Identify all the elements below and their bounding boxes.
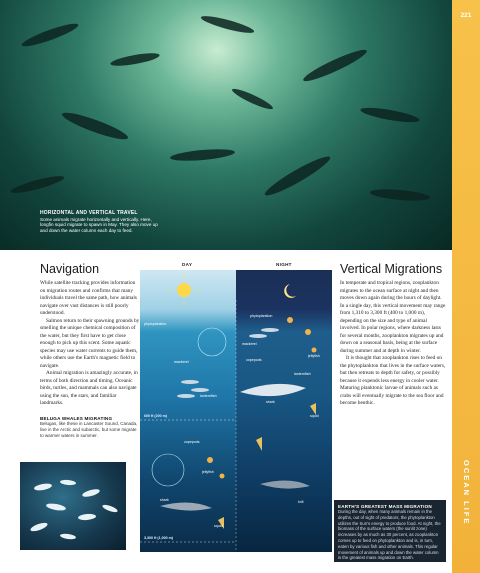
- diagram-label: lanternfish: [200, 394, 217, 398]
- moon-icon: [284, 284, 296, 298]
- vertical-column: [340, 262, 446, 408]
- mass-migration-title: EARTH'S GREATEST MASS MIGRATION: [338, 504, 432, 509]
- beluga-caption-body: Belugas, like these in Lancaster Sound, Canada, live in the Arctic and subarctic, but some migrate to warmer waters in summer.: [40, 420, 138, 438]
- navigation-heading: Navigation: [40, 262, 100, 276]
- vertical-heading: Vertical Migrations: [340, 262, 443, 276]
- section-tab: [452, 0, 480, 573]
- navigation-column: [40, 262, 140, 439]
- vertical-paragraph: It is thought that zooplankton rises to feed on the phytoplankton that lives in the surface waters, but then retreats to depth for safety, or possibly because it expends less energy in cooler water. Maturing planktonic larvae of animals such as crabs will eventually migrate to the sea floor and become benthic.: [340, 355, 446, 407]
- night-shark-icon: [240, 384, 306, 396]
- migration-diagram: [140, 262, 332, 552]
- squid-photo: [0, 0, 452, 250]
- navigation-paragraph: Animal migration is amazingly accurate, in terms of both direction and timing. Oceanic birds, turtles, and mammals can also navigate using the sun, the stars, and familiar landmarks.: [40, 370, 138, 407]
- sun-icon: [177, 283, 191, 297]
- jellyfish-icon: [207, 457, 225, 479]
- shark-icon: [160, 502, 212, 510]
- photo-caption-title: HORIZONTAL AND VERTICAL TRAVEL: [40, 210, 138, 216]
- day-label: DAY: [182, 262, 193, 267]
- diagram-label: jellyfish: [202, 470, 214, 474]
- diagram-label: phytoplankton: [250, 314, 273, 318]
- diagram-label: phytoplankton: [144, 322, 167, 326]
- navigation-paragraph: Salmon return to their spawning grounds by smelling the unique chemical composition of the water, but they first have to get close enough to pick up this scent. Some aquatic species may use water currents to guide them, while others use the Earth's magnetic field to navigate.: [40, 317, 140, 369]
- diagram-label: lanternfish: [294, 372, 311, 376]
- diagram-label: copepods: [184, 440, 200, 444]
- night-mackerel-icon: [249, 328, 279, 338]
- navigation-paragraph: While satellite tracking provides information on migration routes and confirms that many individuals travel the same path, how animals navigate over vast distances is still poorly understood.: [40, 280, 137, 317]
- diagram-label: shark: [266, 400, 275, 404]
- diagram-label: squid: [310, 414, 319, 418]
- depth-label-3300: 3,300 ft (1,000 m): [144, 536, 173, 540]
- vertical-paragraph: In temperate and tropical regions, zooplankton migrates to the ocean surface at night and then moves down again during the hours of daylight. In a single day, this vertical movement may range from 1,310 to 3,300 ft (400 to 1,000 m), depending on the size and type of animal involved. In polar regions, where darkness lasts for several months, zooplankton migrates up and down on a seasonal basis, being at the surface during summer and at depth in winter.: [340, 280, 446, 354]
- depth-label-600: 600 ft (200 m): [144, 414, 167, 418]
- page-number: 221: [460, 12, 472, 19]
- section-label: OCEAN LIFE: [462, 460, 471, 526]
- diagram-label: mackerel: [174, 360, 189, 364]
- night-squid-deep-icon: [256, 437, 262, 451]
- diagram-label: copepods: [246, 358, 262, 362]
- photo-caption-body: Some animals migrate horizontally and vertically. Here, longfin squid migrate to spawn in May. They also move up and down the water column each day to feed.: [40, 216, 158, 234]
- diagram-label: squid: [214, 524, 223, 528]
- diagram-label: shark: [160, 498, 169, 502]
- night-deep-fish-icon: [260, 480, 310, 488]
- beluga-caption-title: BELUGA WHALES MIGRATING: [40, 415, 113, 421]
- phytoplankton-magnifier-icon: [198, 328, 226, 356]
- diagram-label: mackerel: [242, 342, 257, 346]
- diagram-illustration: [140, 270, 332, 552]
- mass-migration-body: During the day, when many animals remain in the depths, out of sight of predators, the phytoplankton utilizes the Sun's energy to produce food. At night, the biomass of the surface waters (the sunlit zone) increases by as much as 30 percent, as zooplankton comes up to feed on phytoplankton and is, in turn, eaten by various fish and other animals. This regular movement of animals up and down the water column is the greatest mass migration on Earth.: [338, 509, 441, 561]
- copepod-magnifier-icon: [152, 454, 184, 486]
- diagram-label: jellyfish: [308, 354, 320, 358]
- mass-migration-box: [334, 500, 446, 562]
- diagram-label: krill: [298, 500, 304, 504]
- night-jellyfish-icon: [287, 317, 317, 353]
- beluga-photo: [20, 462, 126, 550]
- photo-caption: [40, 210, 160, 234]
- night-label: NIGHT: [276, 262, 292, 267]
